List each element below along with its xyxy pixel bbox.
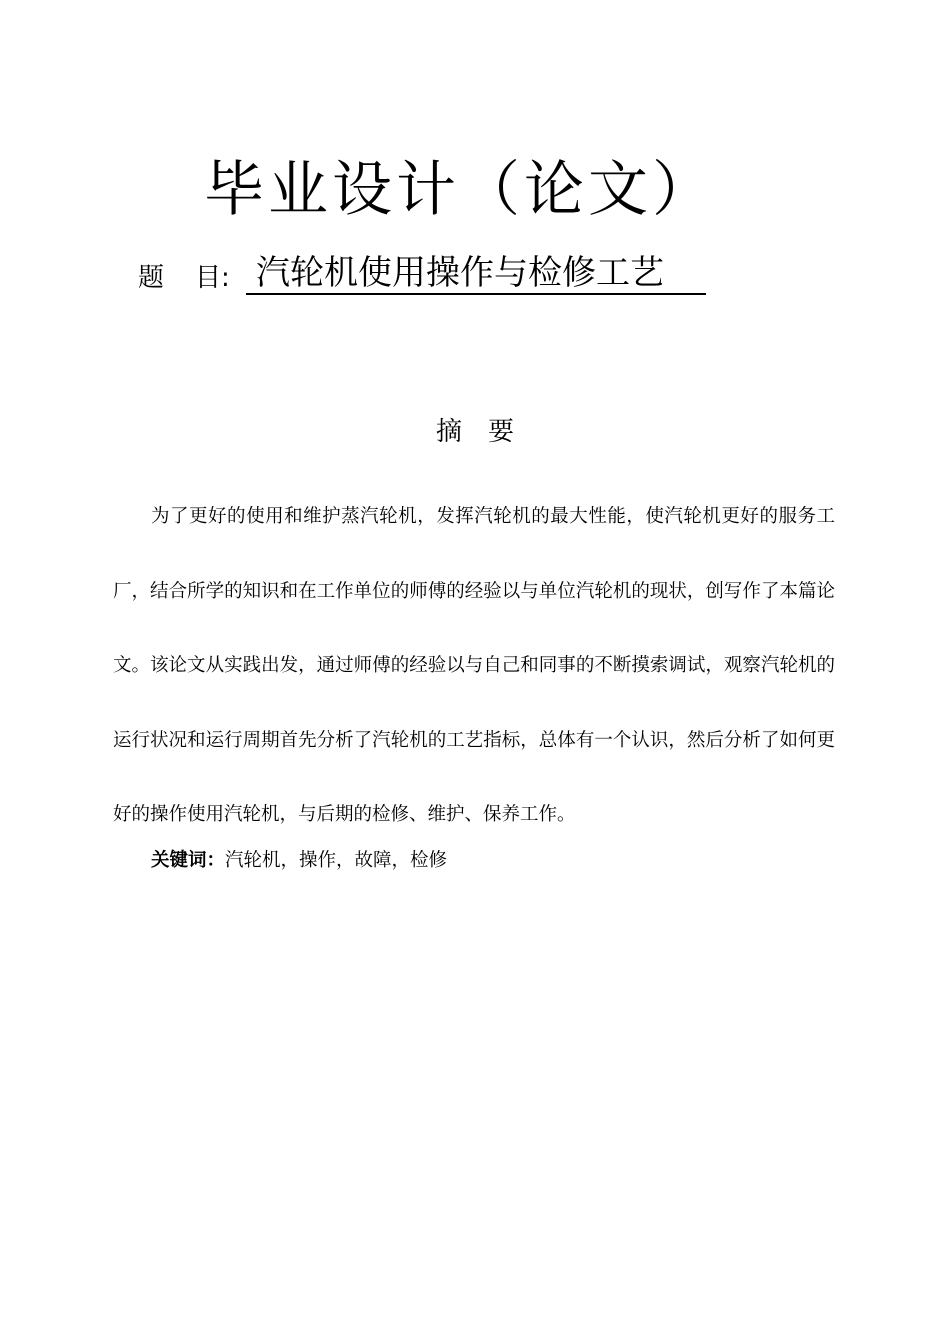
topic-value: 汽轮机使用操作与检修工艺 (246, 253, 706, 295)
thesis-title: 毕业设计（论文） (204, 155, 716, 225)
keywords-label: 关键词： (151, 850, 226, 871)
abstract-heading: 摘要 (435, 417, 540, 447)
topic-label-separator: : (221, 263, 230, 293)
topic-label-char-1: 题 (138, 263, 165, 293)
keywords-value: 汽轮机，操作，故障，检修 (225, 850, 448, 871)
topic-label-char-2 (195, 261, 230, 295)
keywords-line (151, 846, 447, 876)
abstract-body: 为了更好的使用和维护蒸汽轮机，发挥汽轮机的最大性能，使汽轮机更好的服务工厂，结合所学的知识和在工作单位的师傅的经验以与单位汽轮机的现状，创写作了本篇论文。该论文从实践出发，通过师傅的经验以与自己和同事的不断摸索调试，观察汽轮机的运行状况和运行周期首先分析了汽轮机的工艺指标，总体有一个认识，然后分析了如何更好的操作使用汽轮机，与后期的检修、维护、保养工作。 (113, 506, 835, 825)
topic-label-char-2-text: 目 (195, 263, 222, 293)
